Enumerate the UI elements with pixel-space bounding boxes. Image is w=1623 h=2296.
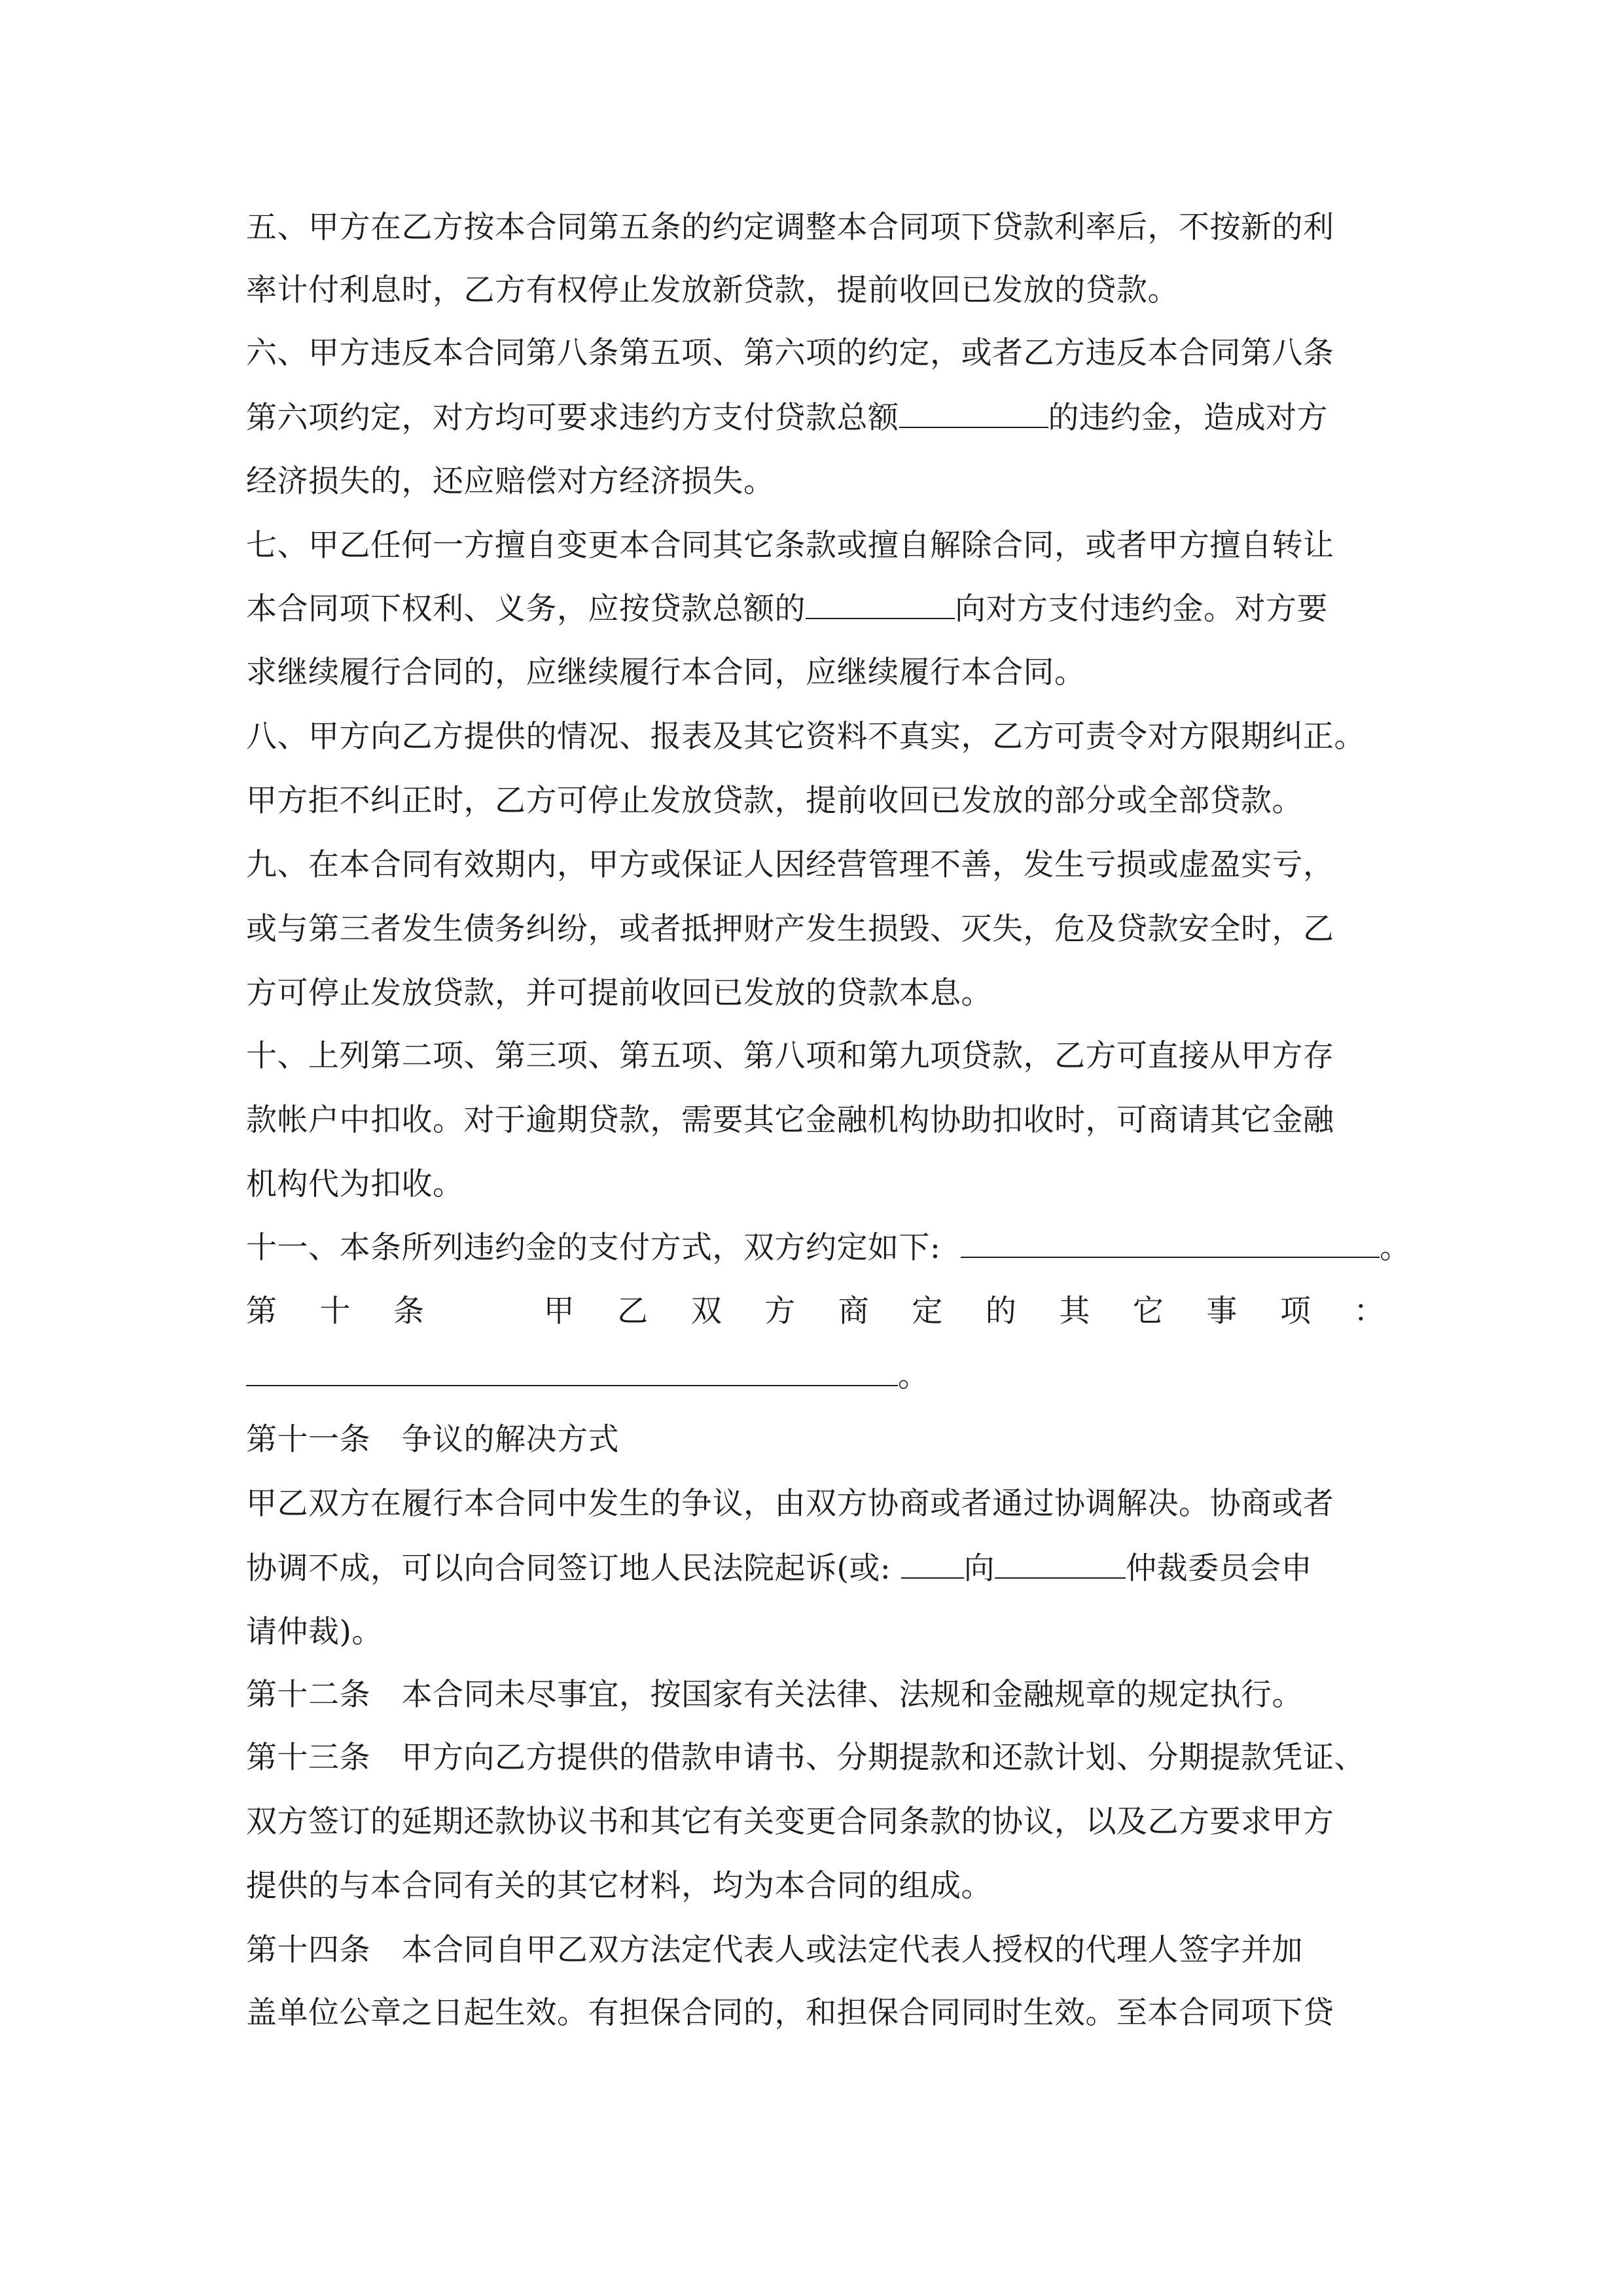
- clause-7-line-2: [246, 589, 1385, 629]
- article-11-line-1: 甲乙双方在履行本合同中发生的争议，由双方协商或者通过协调解决。协商或者: [246, 1486, 1334, 1522]
- clause-9-line-1: 九、在本合同有效期内，甲方或保证人因经营管理不善，发生亏损或虚盈实亏，: [246, 847, 1334, 883]
- clause-10-line-2: 款帐户中扣收。对于逾期贷款，需要其它金融机构协助扣收时，可商请其它金融: [246, 1102, 1334, 1138]
- article-10-chars: [246, 1292, 1385, 1331]
- other-matters-blank[interactable]: [246, 1356, 898, 1386]
- article-10-char: 乙: [617, 1293, 649, 1329]
- clause-10-line-1: 十、上列第二项、第三项、第五项、第八项和第九项贷款，乙方可直接从甲方存: [246, 1038, 1334, 1074]
- article-10-char: 十: [319, 1293, 351, 1329]
- article-10-char: 项: [1279, 1293, 1311, 1329]
- article-13-line-1: 第十三条 甲方向乙方提供的借款申请书、分期提款和还款计划、分期提款凭证、: [246, 1740, 1365, 1776]
- clause-6-line-2: [246, 398, 1385, 438]
- clause-11-line: [246, 1228, 1411, 1268]
- article-10-char: 的: [985, 1293, 1017, 1329]
- penalty-rate-blank-2[interactable]: [806, 589, 955, 619]
- clause-6-line-1: 六、甲方违反本合同第八条第五项、第六项的约定，或者乙方违反本合同第八条: [246, 335, 1334, 371]
- article-10-char: 定: [912, 1293, 943, 1329]
- article-10-char: 事: [1206, 1293, 1238, 1329]
- article-14-line-1: 第十四条 本合同自甲乙双方法定代表人或法定代表人授权的代理人签字并加: [246, 1932, 1303, 1968]
- clause-6-text-b: 的违约金，造成对方: [1048, 400, 1328, 436]
- article-11-line-3: 请仲裁)。: [246, 1614, 383, 1650]
- article-10-blank-line: [246, 1356, 1385, 1396]
- clause-5-line-2: 率计付利息时，乙方有权停止发放新贷款，提前收回已发放的贷款。: [246, 272, 1179, 308]
- article-10-gap: [467, 1292, 501, 1331]
- article-12-line: 第十二条 本合同未尽事宜，按国家有关法律、法规和金融规章的规定执行。: [246, 1677, 1303, 1713]
- article-10-char: 商: [838, 1293, 870, 1329]
- article-10-char: 条: [393, 1293, 425, 1329]
- article-10-char: ：: [1353, 1293, 1385, 1329]
- article-10-end: 。: [898, 1358, 929, 1394]
- clause-7-line-1: 七、甲乙任何一方擅自变更本合同其它条款或擅自解除合同，或者甲方擅自转让: [246, 528, 1334, 564]
- article-14-line-2: 盖单位公章之日起生效。有担保合同的，和担保合同同时生效。至本合同项下贷: [246, 1995, 1334, 2031]
- clause-5-line-1: 五、甲方在乙方按本合同第五条的约定调整本合同项下贷款利率后，不按新的利: [246, 209, 1334, 245]
- arbitration-party-blank[interactable]: [901, 1549, 964, 1579]
- article-11-text-b: 向: [963, 1551, 995, 1587]
- clause-9-line-3: 方可停止发放贷款，并可提前收回已发放的贷款本息。: [246, 975, 992, 1011]
- article-13-line-3: 提供的与本合同有关的其它材料，均为本合同的组成。: [246, 1868, 992, 1904]
- clause-11-end: 。: [1380, 1230, 1411, 1266]
- clause-10-line-3: 机构代为扣收。: [246, 1166, 464, 1202]
- article-11-line-2: [246, 1549, 1385, 1588]
- payment-method-blank[interactable]: [961, 1228, 1380, 1258]
- article-10-char: 它: [1132, 1293, 1164, 1329]
- article-11-heading: 第十一条 争议的解决方式: [246, 1422, 619, 1458]
- article-10-char: 甲: [543, 1293, 575, 1329]
- article-10-char: 第: [246, 1293, 277, 1329]
- clause-7-text-b: 向对方支付违约金。对方要: [955, 591, 1328, 627]
- article-10-char: 其: [1059, 1293, 1090, 1329]
- clause-8-line-1: 八、甲方向乙方提供的情况、报表及其它资料不真实，乙方可责令对方限期纠正。: [246, 719, 1365, 755]
- arbitration-committee-blank[interactable]: [995, 1549, 1126, 1579]
- clause-9-line-2: 或与第三者发生债务纠纷，或者抵押财产发生损毁、灭失，危及贷款安全时，乙: [246, 911, 1334, 947]
- clause-11-text: 十一、本条所列违约金的支付方式，双方约定如下:: [246, 1230, 941, 1266]
- article-11-text-c: 仲裁委员会申: [1126, 1551, 1313, 1587]
- clause-7-text-a: 本合同项下权利、义务，应按贷款总额的: [246, 591, 806, 627]
- article-10-char: 方: [764, 1293, 796, 1329]
- article-11-text-a: 协调不成，可以向合同签订地人民法院起诉(或:: [246, 1551, 891, 1587]
- article-13-line-2: 双方签订的延期还款协议书和其它有关变更合同条款的协议，以及乙方要求甲方: [246, 1804, 1334, 1840]
- clause-6-text-a: 第六项约定，对方均可要求违约方支付贷款总额: [246, 400, 899, 436]
- article-10-heading: [246, 1292, 1385, 1331]
- article-10-char: 双: [690, 1293, 722, 1329]
- penalty-rate-blank-1[interactable]: [899, 398, 1048, 428]
- clause-7-line-3: 求继续履行合同的，应继续履行本合同，应继续履行本合同。: [246, 655, 1086, 691]
- clause-8-line-2: 甲方拒不纠正时，乙方可停止发放贷款，提前收回已发放的部分或全部贷款。: [246, 783, 1303, 819]
- clause-6-line-3: 经济损失的，还应赔偿对方经济损失。: [246, 463, 775, 499]
